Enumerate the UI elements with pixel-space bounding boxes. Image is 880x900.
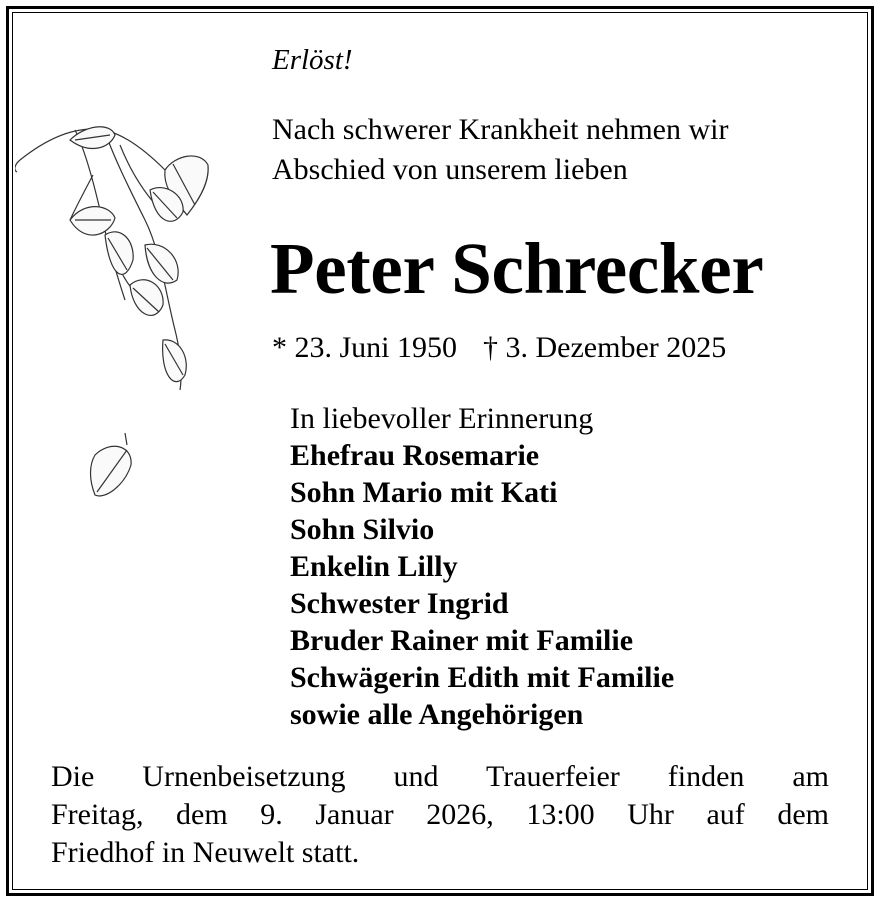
mourner: Ehefrau Rosemarie	[290, 439, 540, 472]
mourner: Bruder Rainer mit Familie	[290, 624, 634, 657]
intro-text	[272, 110, 728, 190]
mourner: Sohn Silvio	[290, 513, 435, 546]
mourner: Enkelin Lilly	[290, 550, 458, 583]
life-dates	[272, 328, 726, 368]
notice-line-2: Freitag, dem 9. Januar 2026, 13:00 Uhr auf dem	[51, 798, 829, 831]
mourner: Schwester Ingrid	[290, 587, 509, 620]
funeral-notice	[51, 758, 829, 872]
mourner: Sohn Mario mit Kati	[290, 476, 558, 509]
mourners-list	[290, 400, 674, 733]
mourners-lead: In liebevoller Erinnerung	[290, 402, 594, 435]
intro-line-1: Nach schwerer Krankheit nehmen wir	[272, 113, 729, 146]
birch-branch-illustration	[15, 100, 215, 520]
death-date: † 3. Dezember 2025	[483, 331, 727, 364]
mourner: sowie alle Angehörigen	[290, 698, 584, 731]
motto: Erlöst!	[272, 44, 353, 76]
birth-date: * 23. Juni 1950	[272, 331, 458, 364]
deceased-name: Peter Schrecker	[270, 228, 764, 309]
mourner: Schwägerin Edith mit Familie	[290, 661, 675, 694]
notice-line-3: Friedhof in Neuwelt statt.	[51, 836, 360, 869]
notice-line-1: Die Urnenbeisetzung und Trauerfeier finden am	[51, 760, 829, 793]
intro-line-2: Abschied von unserem lieben	[272, 153, 628, 186]
